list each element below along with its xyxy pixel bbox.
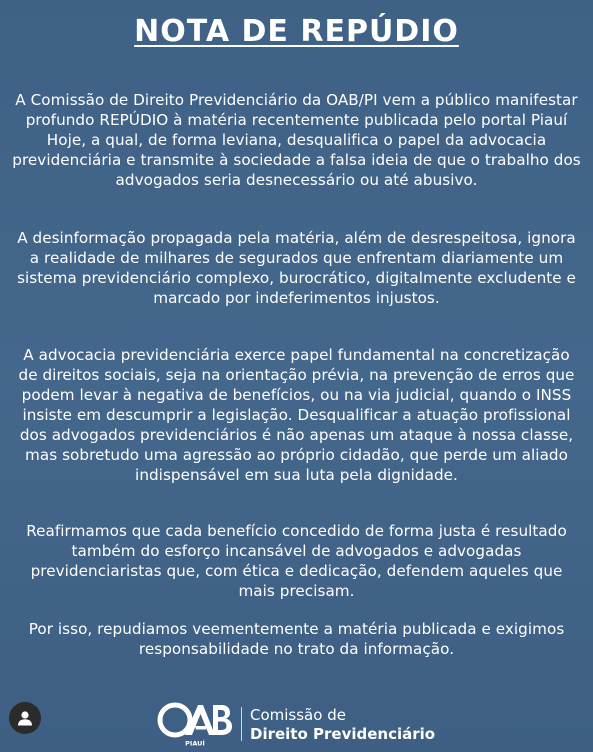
oab-logo (155, 700, 235, 748)
user-icon (16, 709, 34, 727)
paragraph-4: Reafirmamos que cada benefício concedido de forma justa é resultado também do esforço incansável de advogados e advogadas previdenciaristas que, com ética e dedicação, defendem aqueles que mais precisam. (26, 522, 567, 600)
paragraph-5: Por isso, repudiamos veementemente a matéria publicada e exigimos responsabilidade no trato da informação. (28, 620, 565, 658)
paragraph-2: A desinformação propagada pela matéria, além de desrespeitosa, ignora a realidade de milhares de segurados que enfrentam diariamente um sistema previdenciário complexo, burocrático, digitalmente excludente e marcado por indeferimentos injustos. (17, 229, 576, 307)
footer-line-1: Comissão de (250, 706, 346, 724)
footer-committee-name (250, 706, 435, 744)
logo-subtext: PIAUÍ (185, 739, 205, 748)
title-text: NOTA DE REPÚDIO (134, 14, 459, 49)
paragraph-1: A Comissão de Direito Previdenciário da OAB/PI vem a público manifestar profundo REPÚDIO à matéria recentemente publicada pelo portal Piauí Hoje, a qual, de forma leviana, desqualifica o papel da advocacia previdenciária e transmite à sociedade a falsa ideia de que o trabalho dos advogados seria desnecessário ou até abusivo. (12, 91, 581, 189)
footer-line-2: Direito Previdenciário (250, 725, 436, 743)
footer-divider (241, 707, 242, 741)
paragraph-3: A advocacia previdenciária exerce papel fundamental na concretização de direitos sociais, seja na orientação prévia, na prevenção de erros que podem levar à negativa de benefícios, ou na via judicial, quando o INSS insiste em descumprir a legislação. Desqualificar a atuação profissional dos advogados previdenciários é não apenas um ataque à nossa classe, mas sobretudo uma agressão ao próprio cidadão, que perde um aliado indispensável em sua luta pela dignidade. (18, 346, 575, 484)
page-title (0, 14, 593, 49)
profile-avatar-button[interactable] (9, 702, 41, 734)
